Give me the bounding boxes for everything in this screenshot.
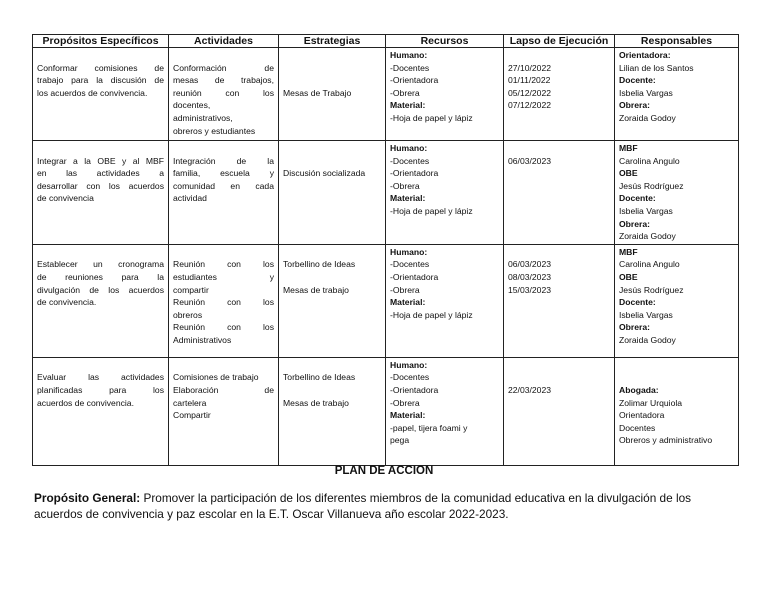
cell-strategies (279, 244, 386, 357)
cell-line: Humano: (390, 359, 428, 370)
cell-execution-period (504, 141, 615, 245)
cell-line: en las actividades a (37, 168, 164, 179)
cell-purpose (33, 141, 169, 245)
cell-line: Material: (390, 193, 426, 204)
cell-line: Zoraida Godoy (619, 231, 676, 242)
cell-line: planificadas para los (37, 384, 164, 395)
cell-line: 05/12/2022 (508, 87, 552, 98)
cell-line: Orientadora: (619, 50, 671, 60)
cell-responsibles (615, 141, 739, 245)
cell-line: Torbellino de Ideas (283, 259, 356, 270)
cell-line: Docentes (619, 422, 656, 433)
cell-line: Mesas de trabajo (283, 284, 349, 295)
cell-line: los acuerdos de convivencia. (37, 87, 148, 98)
cell-line: 27/10/2022 (508, 62, 552, 73)
cell-line: Jesús Rodríguez (619, 284, 684, 295)
cell-line: Obrera: (619, 322, 651, 333)
cell-responsibles (615, 357, 739, 465)
cell-line: -Obrera (390, 87, 420, 98)
cell-activities (169, 357, 279, 465)
cell-line: Obrera: (619, 218, 651, 229)
cell-line: docentes, (173, 100, 211, 111)
cell-line: Docente: (619, 297, 656, 308)
cell-line: Material: (390, 297, 426, 308)
cell-line: Obreros y administrativo (619, 435, 713, 446)
cell-line: Zolimar Urquiola (619, 397, 683, 408)
cell-line: 15/03/2023 (508, 284, 552, 295)
cell-line: -Hoja de papel y lápiz (390, 309, 473, 320)
cell-line: divulgación de los acuerdos (37, 284, 164, 295)
cell-line: Administrativos (173, 334, 232, 345)
cell-line: Humano: (390, 50, 428, 60)
cell-line: actividad (173, 193, 207, 204)
cell-line: Jesús Rodríguez (619, 180, 684, 191)
cell-line: Comisiones de trabajo (173, 372, 259, 383)
cell-line: comunidad en cada (173, 180, 274, 191)
cell-purpose (33, 244, 169, 357)
cell-line: Isbelia Vargas (619, 87, 673, 98)
cell-responsibles (615, 244, 739, 357)
table-header-row (33, 35, 739, 48)
cell-strategies (279, 48, 386, 141)
cell-line: -Docentes (390, 155, 430, 166)
header-execution-period: Lapso de Ejecución (504, 35, 615, 48)
cell-line: Lilian de los Santos (619, 62, 694, 73)
cell-line: -papel, tijera foami y (390, 422, 468, 433)
cell-line: -Hoja de papel y lápiz (390, 112, 473, 123)
cell-line: Compartir (173, 410, 211, 421)
cell-strategies (279, 357, 386, 465)
cell-resources (386, 357, 504, 465)
general-purpose-label: Propósito General: (34, 491, 141, 505)
cell-activities (169, 48, 279, 141)
cell-line: Establecer un cronograma (37, 259, 164, 270)
cell-resources (386, 244, 504, 357)
cell-line (283, 271, 381, 284)
table-row (33, 244, 739, 357)
header-strategies: Estrategias (279, 35, 386, 48)
cell-line: Carolina Angulo (619, 155, 680, 166)
table-row (33, 48, 739, 141)
cell-line: pega (390, 435, 410, 446)
cell-line: Conformación de (173, 62, 274, 73)
cell-line: mesas de trabajos, (173, 75, 274, 86)
cell-resources (386, 141, 504, 245)
cell-line: Isbelia Vargas (619, 205, 673, 216)
action-plan-table (32, 34, 739, 466)
cell-line: -Docentes (390, 259, 430, 270)
cell-line: Reunión con los (173, 259, 274, 270)
cell-line: obreros y estudiantes (173, 125, 256, 136)
cell-execution-period (504, 48, 615, 141)
cell-line: Docente: (619, 193, 656, 204)
cell-purpose (33, 357, 169, 465)
header-resources: Recursos (386, 35, 504, 48)
cell-line: OBE (619, 168, 638, 179)
cell-line: cartelera (173, 397, 207, 408)
cell-line: Humano: (390, 246, 428, 257)
cell-activities (169, 244, 279, 357)
header-activities: Actividades (169, 35, 279, 48)
cell-line: OBE (619, 271, 638, 282)
table-row (33, 357, 739, 465)
cell-line: Orientadora (619, 410, 665, 421)
cell-resources (386, 48, 504, 141)
header-purpose: Propósitos Específicos (33, 35, 169, 48)
cell-line: trabajo para la discusión de (37, 75, 164, 86)
cell-line: Material: (390, 410, 426, 421)
cell-line: Abogada: (619, 384, 659, 395)
cell-activities (169, 141, 279, 245)
document-title: PLAN DE ACCION (334, 465, 434, 477)
cell-line: Zoraida Godoy (619, 334, 676, 345)
header-responsibles: Responsables (615, 35, 739, 48)
cell-line: Evaluar las actividades (37, 372, 164, 383)
cell-line: Isbelia Vargas (619, 309, 673, 320)
cell-line: -Orientadora (390, 168, 439, 179)
cell-responsibles (615, 48, 739, 141)
cell-line: 06/03/2023 (508, 155, 552, 166)
cell-line: Conformar comisiones de (37, 62, 164, 73)
general-purpose-text: Promover la participación de los diferentes miembros de la comunidad educativa en la divulgación de los acuerdos de convivencia y paz escolar en la E.T. Oscar Villanueva año escolar 2022-2023. (34, 491, 692, 521)
cell-line: MBF (619, 246, 638, 257)
cell-line: Reunión con los (173, 322, 274, 333)
cell-line: Mesas de trabajo (283, 397, 349, 408)
cell-line: acuerdos de convivencia. (37, 397, 134, 408)
cell-line: Material: (390, 100, 426, 111)
cell-line: 08/03/2023 (508, 271, 552, 282)
cell-line: 07/12/2022 (508, 100, 552, 111)
cell-line: Integración de la (173, 155, 274, 166)
cell-line: Humano: (390, 143, 428, 153)
cell-purpose (33, 48, 169, 141)
cell-line: Reunión con los (173, 297, 274, 308)
cell-line: -Obrera (390, 180, 420, 191)
cell-line: 22/03/2023 (508, 384, 552, 395)
cell-line: -Orientadora (390, 384, 439, 395)
cell-line: Elaboración de (173, 384, 274, 395)
cell-execution-period (504, 244, 615, 357)
cell-line: Torbellino de Ideas (283, 372, 356, 383)
table-row (33, 141, 739, 245)
cell-line: Mesas de Trabajo (283, 87, 352, 98)
cell-line: compartir (173, 284, 209, 295)
cell-line: administrativos, (173, 112, 233, 123)
cell-line: -Orientadora (390, 75, 439, 86)
cell-line: 06/03/2023 (508, 259, 552, 270)
cell-line: estudiantes y (173, 271, 274, 282)
cell-line: -Obrera (390, 397, 420, 408)
cell-line: Obrera: (619, 100, 651, 111)
cell-line: MBF (619, 143, 638, 153)
cell-line: reunión con los (173, 87, 274, 98)
general-purpose-paragraph (34, 490, 734, 522)
cell-line: Discusión socializada (283, 168, 366, 179)
cell-line: Zoraida Godoy (619, 112, 676, 123)
cell-line: de convivencia (37, 193, 94, 204)
cell-execution-period (504, 357, 615, 465)
cell-line: Carolina Angulo (619, 259, 680, 270)
cell-line: -Docentes (390, 372, 430, 383)
cell-line (283, 384, 381, 397)
cell-line: familia, escuela y (173, 168, 274, 179)
cell-line: obreros (173, 309, 203, 320)
cell-line: 01/11/2022 (508, 75, 551, 86)
cell-line: -Docentes (390, 62, 430, 73)
cell-line: -Hoja de papel y lápiz (390, 205, 473, 216)
cell-line: -Orientadora (390, 271, 439, 282)
cell-line: -Obrera (390, 284, 420, 295)
cell-line: de convivencia. (37, 297, 97, 308)
cell-strategies (279, 141, 386, 245)
cell-line: Integrar a la OBE y al MBF (37, 155, 164, 166)
cell-line: desarrollar con los acuerdos (37, 180, 164, 191)
cell-line: de reuniones para la (37, 271, 164, 282)
cell-line: Docente: (619, 75, 656, 86)
